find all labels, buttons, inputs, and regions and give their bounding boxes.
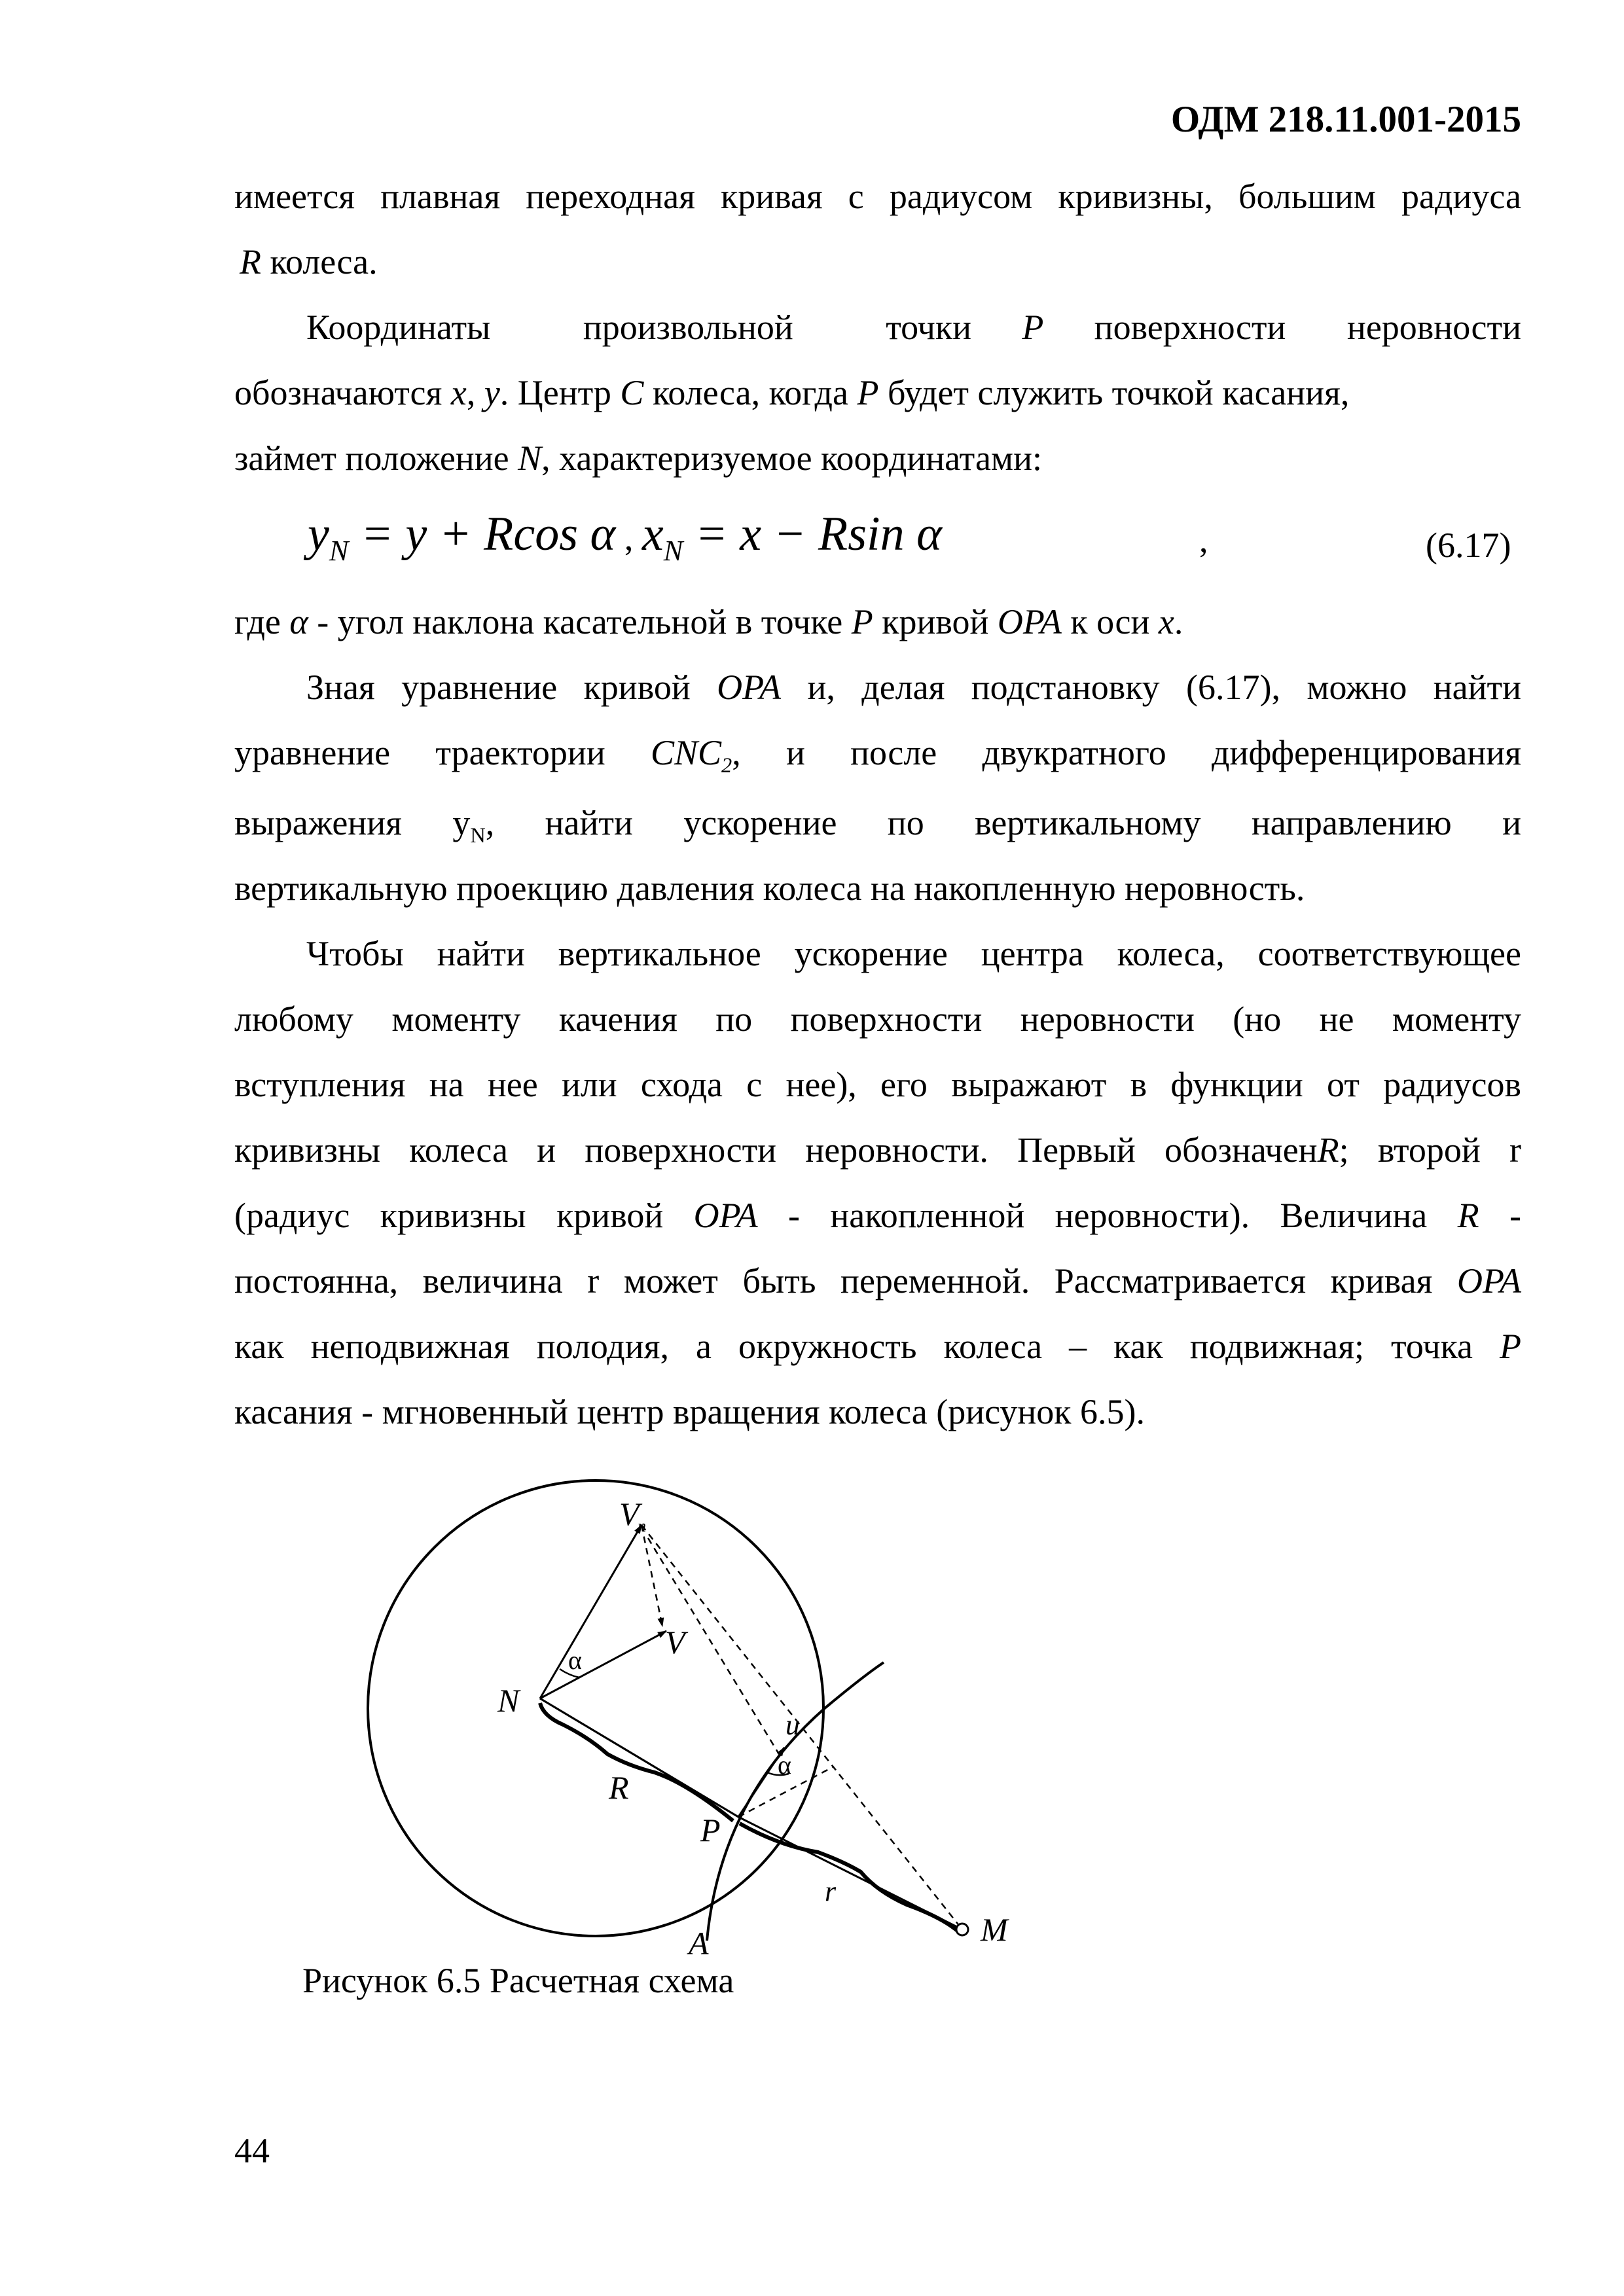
paragraph-line: как неподвижная полодия, а окружность колеса – как подвижная; точка P <box>234 1327 1521 1366</box>
paragraph-line: постоянна, величина r может быть переменной. Рассматривается кривая OPA <box>234 1261 1521 1300</box>
paragraph-line: касания - мгновенный центр вращения колеса (рисунок 6.5). <box>234 1392 1146 1431</box>
curve-opa <box>707 1662 884 1941</box>
paragraph-line: Координаты произвольной точки P поверхности неровности <box>234 304 1521 350</box>
paragraph-line: уравнение траектории $CNC_2$, и после двукратного дифференцирования <box>234 733 1522 778</box>
label-u: u <box>785 1709 800 1741</box>
paragraph-line: кривизны колеса и поверхности неровности. Первый обозначенR; второй r <box>234 1130 1521 1170</box>
label-vn: V <box>619 1496 640 1532</box>
paragraph-line: займет положение N, характеризуемое координатами: <box>234 439 1042 478</box>
equation-explanation: где α - угол наклона касательной в точке P кривой OPA к оси x. <box>234 602 1183 641</box>
symbol-P: P <box>1022 308 1044 347</box>
symbol-R: R <box>240 242 261 281</box>
point-m <box>956 1924 968 1935</box>
paragraph-line: выражения $y_N$, найти ускорение по вертикальному направлению и <box>234 803 1521 848</box>
label-r: r <box>825 1875 837 1907</box>
equation-number: (6.17) <box>1426 526 1511 565</box>
label-m: M <box>981 1911 1008 1948</box>
label-alpha-low: α <box>778 1750 791 1780</box>
label-v: V <box>665 1624 685 1660</box>
page-number: 44 <box>234 2131 270 2170</box>
paragraph-line: имеется плавная переходная кривая с радиусом кривизны, большим радиуса <box>234 177 1521 216</box>
label-n: N <box>497 1682 520 1719</box>
figure-caption: Рисунок 6.5 Расчетная схема <box>302 1961 734 2000</box>
paragraph-line: любому моменту качения по поверхности неровности (но не моменту <box>234 999 1521 1039</box>
paragraph-line: R колеса. <box>240 242 378 281</box>
paragraph-line: Зная уравнение кривой OPA и, делая подстановку (6.17), можно найти <box>306 668 1521 707</box>
paragraph-line: вступления на нее или схода с нее), его выражают в функции от радиусов <box>234 1065 1521 1104</box>
label-vn-sub: n <box>638 1516 646 1535</box>
label-p: P <box>700 1812 721 1848</box>
equation-6-17: $y_N = y + Rcos$ α , $x_N = x - Rsin$ α <box>308 507 942 567</box>
paragraph-line: (радиус кривизны кривой OPA - накопленной неровности). Величина R - <box>234 1196 1521 1235</box>
label-R: R <box>609 1769 629 1806</box>
label-a: A <box>689 1925 709 1957</box>
wheel-circle <box>368 1480 823 1936</box>
label-alpha-top: α <box>568 1645 582 1675</box>
paragraph-line: вертикальную проекцию давления колеса на накопленную неровность. <box>234 869 1305 908</box>
equation-comma: , <box>1199 520 1208 560</box>
brace-R <box>540 1703 733 1821</box>
document-code-header: ОДМ 218.11.001-2015 <box>1170 99 1521 140</box>
calculation-scheme-figure <box>301 1460 1087 1957</box>
paragraph-line: Чтобы найти вертикальное ускорение центра колеса, соответствующее <box>306 934 1521 973</box>
brace-r <box>740 1823 959 1932</box>
paragraph-line: обозначаются x, y. Центр C колеса, когда P будет служить точкой касания, <box>234 373 1350 412</box>
